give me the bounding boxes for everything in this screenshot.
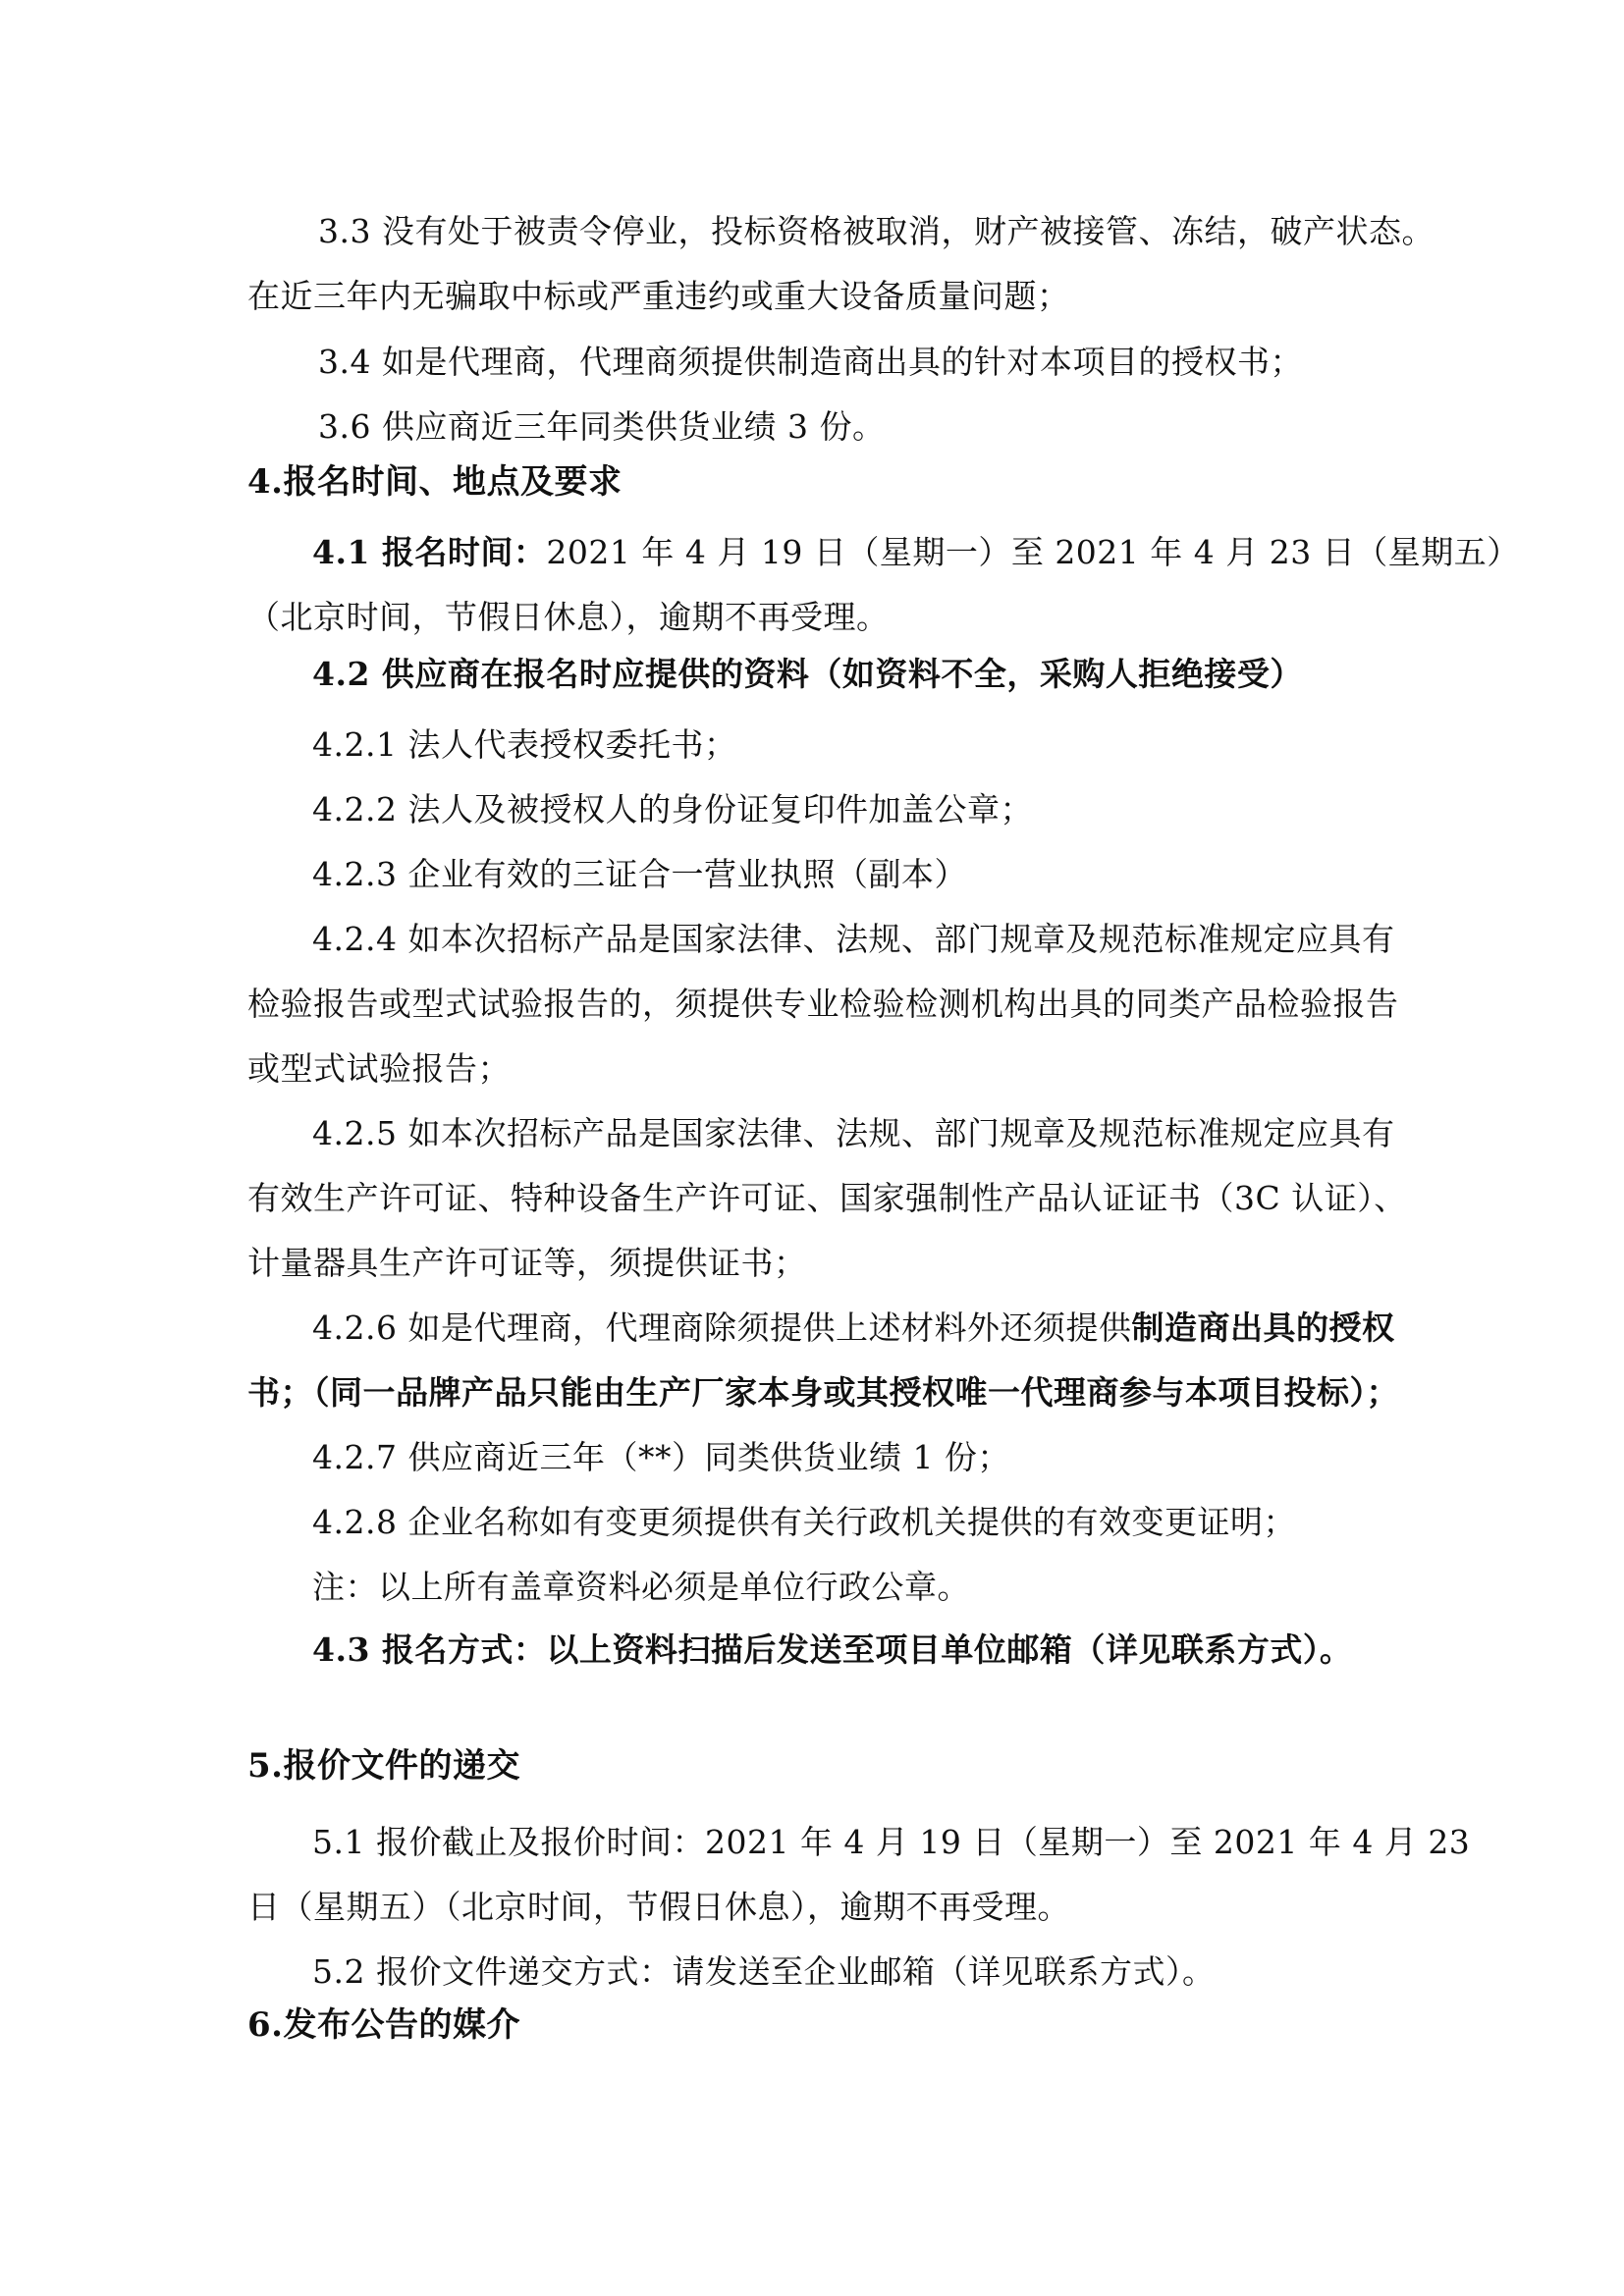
text-line-4-2-6 bbox=[312, 1308, 1395, 1347]
text-line-4-2-7: 4.2.7 供应商近三年（**）同类供货业绩 1 份； bbox=[312, 1438, 1010, 1476]
text-line-4-1-cont: （北京时间，节假日休息），逾期不再受理。 bbox=[247, 598, 890, 636]
text-line-5-1: 5.1 报价截止及报价时间：2021 年 4 月 19 日（星期一）至 2021 年 4 月 23 bbox=[312, 1823, 1471, 1861]
text-line-4-2-5-cont-2: 计量器具生产许可证等，须提供证书； bbox=[247, 1244, 807, 1282]
text-line-4-2-8: 4.2.8 企业名称如有变更须提供有关行政机关提供的有效变更证明； bbox=[312, 1503, 1296, 1541]
text-line-5-1-cont: 日（星期五）（北京时间，节假日休息），逾期不再受理。 bbox=[247, 1888, 1070, 1926]
text-line-4-2-4-cont-1: 检验报告或型式试验报告的，须提供专业检验检测机构出具的同类产品检验报告 bbox=[247, 985, 1399, 1023]
text-line-4-2: 4.2 供应商在报名时应提供的资料（如资料不全，采购人拒绝接受） bbox=[312, 655, 1303, 693]
text-line-4-2-5: 4.2.5 如本次招标产品是国家法律、法规、部门规章及规范标准规定应具有 bbox=[312, 1114, 1395, 1152]
text-line-4-2-5-cont-1: 有效生产许可证、特种设备生产许可证、国家强制性产品认证证书（3C 认证）、 bbox=[247, 1179, 1407, 1217]
section-heading-6: 6.发布公告的媒介 bbox=[247, 2005, 520, 2045]
text-line-3-3-cont: 在近三年内无骗取中标或严重违约或重大设备质量问题； bbox=[247, 277, 1070, 315]
text-line-5-2: 5.2 报价文件递交方式：请发送至企业邮箱（详见联系方式）。 bbox=[312, 1952, 1216, 1991]
text-line-4-1-label: 4.1 报名时间： bbox=[312, 533, 547, 571]
text-line-4-2-2: 4.2.2 法人及被授权人的身份证复印件加盖公章； bbox=[312, 790, 1033, 828]
text-line-4-3: 4.3 报名方式：以上资料扫描后发送至项目单位邮箱（详见联系方式）。 bbox=[312, 1630, 1353, 1669]
text-line-4-2-4-cont-2: 或型式试验报告； bbox=[247, 1049, 511, 1088]
text-line-4-2-4: 4.2.4 如本次招标产品是国家法律、法规、部门规章及规范标准规定应具有 bbox=[312, 920, 1395, 958]
text-line-4-2-6-bold: 制造商出具的授权 bbox=[1131, 1308, 1395, 1347]
text-line-4-1-value: 2021 年 4 月 19 日（星期一）至 2021 年 4 月 23 日（星期五） bbox=[546, 533, 1520, 571]
text-line-4-2-1: 4.2.1 法人代表授权委托书； bbox=[312, 725, 737, 764]
text-line-4-2-6-cont: 书；（同一品牌产品只能由生产厂家本身或其授权唯一代理商参与本项目投标）； bbox=[247, 1373, 1399, 1412]
text-line-4-1 bbox=[312, 533, 1520, 571]
text-line-note: 注：以上所有盖章资料必须是单位行政公章。 bbox=[312, 1568, 970, 1606]
section-heading-4: 4.报名时间、地点及要求 bbox=[247, 462, 623, 502]
text-line-3-4: 3.4 如是代理商，代理商须提供制造商出具的针对本项目的授权书； bbox=[318, 343, 1303, 381]
text-line-3-3: 3.3 没有处于被责令停业，投标资格被取消，财产被接管、冻结，破产状态。 bbox=[318, 212, 1435, 250]
section-heading-5: 5.报价文件的递交 bbox=[247, 1746, 520, 1786]
text-line-4-2-3: 4.2.3 企业有效的三证合一营业执照（副本） bbox=[312, 855, 967, 893]
text-line-4-2-6-plain: 4.2.6 如是代理商，代理商除须提供上述材料外还须提供 bbox=[312, 1308, 1132, 1347]
text-line-3-6: 3.6 供应商近三年同类供货业绩 3 份。 bbox=[318, 407, 886, 446]
